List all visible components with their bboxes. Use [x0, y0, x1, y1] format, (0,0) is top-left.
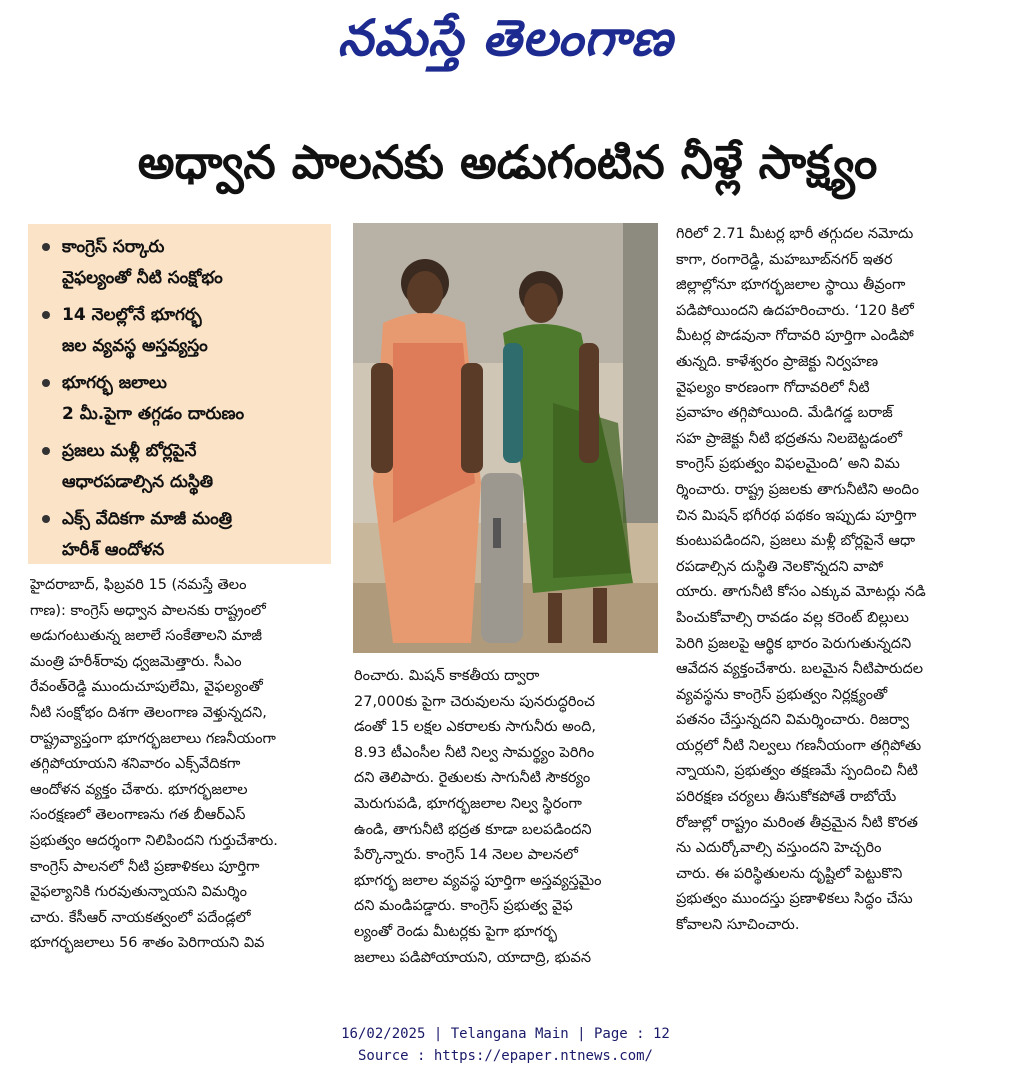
article-column-2 — [354, 664, 654, 971]
article-line: రాష్ట్రవ్యాప్తంగా భూగర్భజలాలు గణనీయంగా — [30, 730, 276, 747]
highlight-line: భూగర్భ జలాలు — [62, 373, 167, 393]
article-line: పతనం చేస్తున్నదని విమర్శించారు. రిజర్వా — [676, 712, 910, 729]
highlight-line: కాంగ్రెస్ సర్కారు — [62, 237, 165, 257]
article-line: ఆందోళన వ్యక్తం చేశారు. భూగర్భజలాల — [30, 781, 248, 798]
article-line: పించుకోవాల్సి రావడం వల్ల కరెంట్ బిల్లులు — [676, 609, 909, 626]
article-line: గిరిలో 2.71 మీటర్ల భారీ తగ్గుదల నమోదు — [676, 226, 914, 242]
article-column-1 — [30, 573, 332, 957]
article-line: దని మండిపడ్డారు. కాంగ్రెస్ ప్రభుత్వ వైఫ — [354, 898, 573, 915]
article-line: దని తెలిపారు. రైతులకు సాగునీటి సౌకర్యం — [354, 770, 591, 787]
highlight-line: 14 నెలల్లోనే భూగర్భ — [62, 305, 202, 325]
article-line: భూగర్భ జలాల వ్యవస్థ పూర్తిగా అస్తవ్యస్తమైం — [354, 872, 602, 889]
article-line: రేవంత్‌రెడ్డి ముందుచూపులేమి, వైఫల్యంతో — [30, 679, 263, 696]
article-line: యర్లలో నీటి నిల్వలు గణనీయంగా తగ్గిపోతు — [676, 737, 922, 754]
highlight-line: 2 మీ.పైగా తగ్గడం దారుణం — [62, 404, 245, 424]
article-line: ప్రవాహం తగ్గిపోయింది. మేడిగడ్డ బరాజ్ — [676, 405, 893, 422]
article-line: రించారు. మిషన్ కాకతీయ ద్వారా — [354, 668, 540, 684]
photo-two-women-at-borewell — [353, 223, 658, 653]
news-photo — [353, 223, 658, 653]
footer-date-page: 16/02/2025 | Telangana Main | Page : 12 — [341, 1026, 670, 1042]
article-line: 27,000కు పైగా చెరువులను పునరుద్ధరించ — [354, 693, 595, 710]
article-line: ప్రభుత్వం ఆదర్శంగా నిలిపిందని గుర్తుచేశారు. — [30, 832, 278, 849]
article-line: యారు. తాగునీటి కోసం ఎక్కువ మోటర్లు నడి — [676, 584, 926, 601]
article-line: చారు. కేసీఆర్ నాయకత్వంలో పదేండ్లలో — [30, 909, 251, 926]
highlights-box — [28, 224, 331, 564]
article-line: మీటర్ల పొడవునా గోదావరి పూర్తిగా ఎండిపో — [676, 328, 914, 345]
article-line: ల్యంతో రెండు మీటర్లకు పైగా భూగర్భ — [354, 923, 557, 940]
article-line: గాణ): కాంగ్రెస్ అధ్వాన పాలనకు రాష్ట్రంలో — [30, 602, 266, 619]
highlight-item — [40, 436, 327, 498]
article-line: న్నాయని, ప్రభుత్వం తక్షణమే స్పందించి నీటి — [676, 763, 918, 780]
article-line: తగ్గిపోయాయని శనివారం ఎక్స్‌వేదికగా — [30, 756, 241, 773]
article-line: పరిరక్షణ చర్యలు తీసుకోకపోతే రాబోయే — [676, 789, 897, 806]
article-line: కాంగ్రెస్ ప్రభుత్వం విఫలమైంది’ అని విమ — [676, 456, 900, 473]
masthead-logo: నమస్తే తెలంగాణ — [337, 9, 674, 67]
highlight-line: ఆధారపడాల్సిన దుస్థితి — [62, 472, 214, 492]
article-line: ఉండి, తాగునీటి భద్రత కూడా బలపడిందని — [354, 821, 592, 838]
article-line: తున్నది. కాళేశ్వరం ప్రాజెక్టు నిర్వహణ — [676, 353, 879, 370]
article-line: కోవాలని సూచించారు. — [676, 917, 800, 934]
article-line: వైఫల్యానికి గురవుతున్నాయని విమర్శిం — [30, 884, 247, 901]
article-line: సహ ప్రాజెక్టు నీటి భద్రతను నిలబెట్టడంలో — [676, 430, 903, 447]
article-line: వైఫల్యం కారణంగా గోదావరిలో నీటి — [676, 379, 870, 396]
highlight-line: వైఫల్యంతో నీటి సంక్షోభం — [62, 268, 223, 288]
bullet-icon — [42, 379, 50, 387]
article-line: మెరుగుపడి, భూగర్భజలాల నిల్వ స్థిరంగా — [354, 795, 582, 812]
article-line: 8.93 టీఎంసీల నీటి నిల్వ సామర్థ్యం పెరిగిం — [354, 744, 595, 761]
article-line: చిన మిషన్ భగీరథ పథకం ఇప్పుడు పూర్తిగా — [676, 507, 917, 524]
article-line: రోజుల్లో రాష్ట్రం మరింత తీవ్రమైన నీటి కొరత — [676, 814, 918, 831]
bullet-icon — [42, 515, 50, 523]
article-line: పెరిగి ప్రజలపై ఆర్థిక భారం పెరుగుతున్నదని — [676, 635, 912, 652]
article-line: ను ఎదుర్కోవాల్సి వస్తుందని హెచ్చరిం — [676, 840, 882, 857]
article-column-3 — [676, 222, 994, 939]
article-line: అడుగంటుతున్న జలాలే సంకేతాలని మాజీ — [30, 628, 263, 645]
article-line: హైదరాబాద్, ఫిబ్రవరి 15 (నమస్తే తెలం — [30, 577, 247, 593]
highlight-line: హరీశ్ ఆందోళన — [62, 540, 165, 560]
article-line: డంతో 15 లక్షల ఎకరాలకు సాగునీరు అంది, — [354, 719, 596, 736]
article-line: జలాలు పడిపోయాయని, యాదాద్రి, భువన — [354, 949, 592, 966]
article-line: మంత్రి హరీశ్‌రావు ధ్వజమెత్తారు. సీఎం — [30, 653, 242, 670]
article-line: చారు. ఈ పరిస్థితులను దృష్టిలో పెట్టుకొని — [676, 865, 903, 882]
highlight-item — [40, 504, 327, 566]
article-line: ర్శించారు. రాష్ట్ర ప్రజలకు తాగునీటిని అందిం — [676, 481, 920, 498]
article-line: భూగర్భజలాలు 56 శాతం పెరిగాయని వివ — [30, 935, 265, 952]
highlight-item — [40, 300, 327, 362]
bullet-icon — [42, 311, 50, 319]
headline: అధ్వాన పాలనకు అడుగంటిన నీళ్లే సాక్ష్యం — [137, 135, 878, 189]
article-line: సంరక్షణలో తెలంగాణను గత బీఆర్‌ఎస్ — [30, 807, 246, 824]
bullet-icon — [42, 447, 50, 455]
footer-source: Source : https://epaper.ntnews.com/ — [357, 1048, 653, 1064]
article-line: కాంగ్రెస్ పాలనలో నీటి ప్రణాళికలు పూర్తిగా — [30, 858, 260, 875]
bullet-icon — [42, 243, 50, 251]
highlight-line: ప్రజలు మళ్లీ బోర్లపైనే — [62, 441, 197, 461]
article-line: నీటి సంక్షోభం దిశగా తెలంగాణ వెళ్తున్నదని, — [30, 704, 267, 721]
article-line: జిల్లాల్లోనూ భూగర్భజలాల స్థాయి తీవ్రంగా — [676, 277, 906, 294]
article-line: ప్రభుత్వం ముందస్తు ప్రణాళికలు సిద్ధం చేసు — [676, 891, 913, 908]
highlight-line: జల వ్యవస్థ అస్తవ్యస్తం — [62, 336, 208, 356]
article-line: కాగా, రంగారెడ్డి, మహబూబ్‌నగర్ ఇతర — [676, 251, 893, 268]
highlight-line: ఎక్స్ వేదికగా మాజీ మంత్రి — [62, 509, 233, 529]
article-line: ఆవేదన వ్యక్తంచేశారు. బలమైన నీటిపారుదల — [676, 661, 923, 678]
highlight-item — [40, 232, 327, 294]
article-line: వ్యవస్థను కాంగ్రెస్ ప్రభుత్వం నిర్లక్ష్యంతో — [676, 686, 888, 703]
highlight-item — [40, 368, 327, 430]
article-line: రపడాల్సిన దుస్థితి నెలకొన్నదని వాపో — [676, 558, 884, 575]
article-line: పేర్కొన్నారు. కాంగ్రెస్ 14 నెలల పాలనలో — [354, 847, 578, 864]
article-line: కుంటుపడిందని, ప్రజలు మళ్లీ బోర్లపైనే ఆధా — [676, 533, 916, 550]
article-line: పడిపోయిందని ఉదహరించారు. ‘120 కిలో — [676, 302, 914, 319]
